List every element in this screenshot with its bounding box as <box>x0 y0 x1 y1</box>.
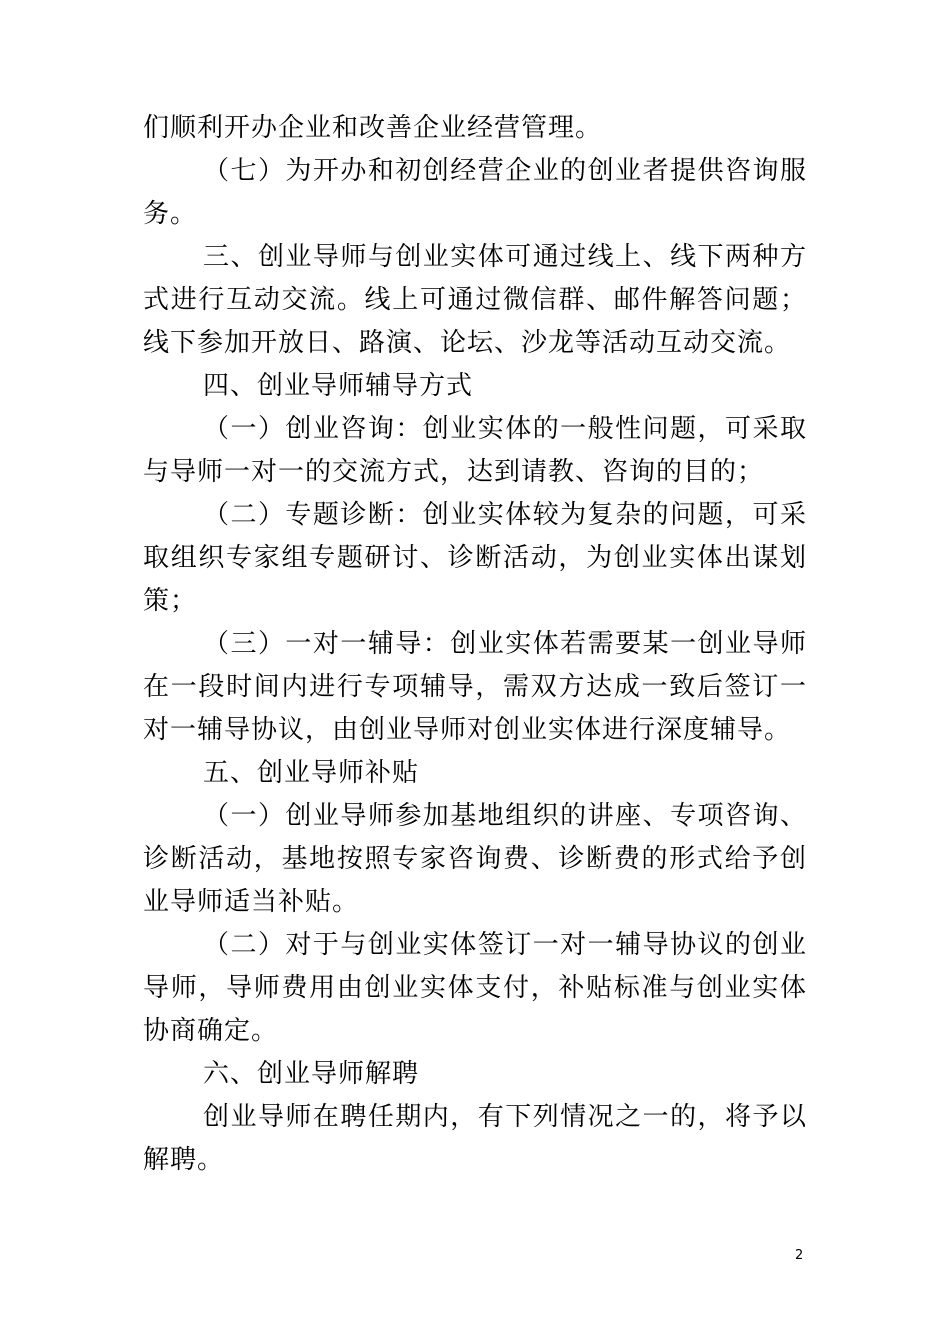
paragraph-section-3: 三、创业导师与创业实体可通过线上、线下两种方式进行互动交流。线上可通过微信群、邮件解答问题；线下参加开放日、路演、论坛、沙龙等活动互动交流。 <box>143 242 807 358</box>
paragraph-item-7: （七）为开办和初创经营企业的创业者提供咨询服务。 <box>143 156 807 229</box>
section-heading-5: 五、创业导师补贴 <box>203 758 420 788</box>
page-number: 2 <box>795 1248 804 1263</box>
paragraph-4-3: （三）一对一辅导：创业实体若需要某一创业导师在一段时间内进行专项辅导，需双方达成一致后签订一对一辅导协议，由创业导师对创业实体进行深度辅导。 <box>143 629 807 745</box>
paragraph-4-1: （一）创业咨询：创业实体的一般性问题，可采取与导师一对一的交流方式，达到请教、咨询的目的； <box>143 414 807 487</box>
document-body <box>143 107 807 1182</box>
paragraph-5-2: （二）对于与创业实体签订一对一辅导协议的创业导师，导师费用由创业实体支付，补贴标准与创业实体协商确定。 <box>143 930 807 1046</box>
paragraph-continuation: 们顺利开办企业和改善企业经营管理。 <box>143 113 603 143</box>
paragraph-5-1: （一）创业导师参加基地组织的讲座、专项咨询、诊断活动，基地按照专家咨询费、诊断费的形式给予创业导师适当补贴。 <box>143 801 807 917</box>
section-heading-6: 六、创业导师解聘 <box>203 1059 420 1089</box>
paragraph-6-intro: 创业导师在聘任期内，有下列情况之一的，将予以解聘。 <box>143 1102 807 1175</box>
section-heading-4: 四、创业导师辅导方式 <box>203 371 474 401</box>
paragraph-4-2: （二）专题诊断：创业实体较为复杂的问题，可采取组织专家组专题研讨、诊断活动，为创业实体出谋划策； <box>143 500 807 616</box>
